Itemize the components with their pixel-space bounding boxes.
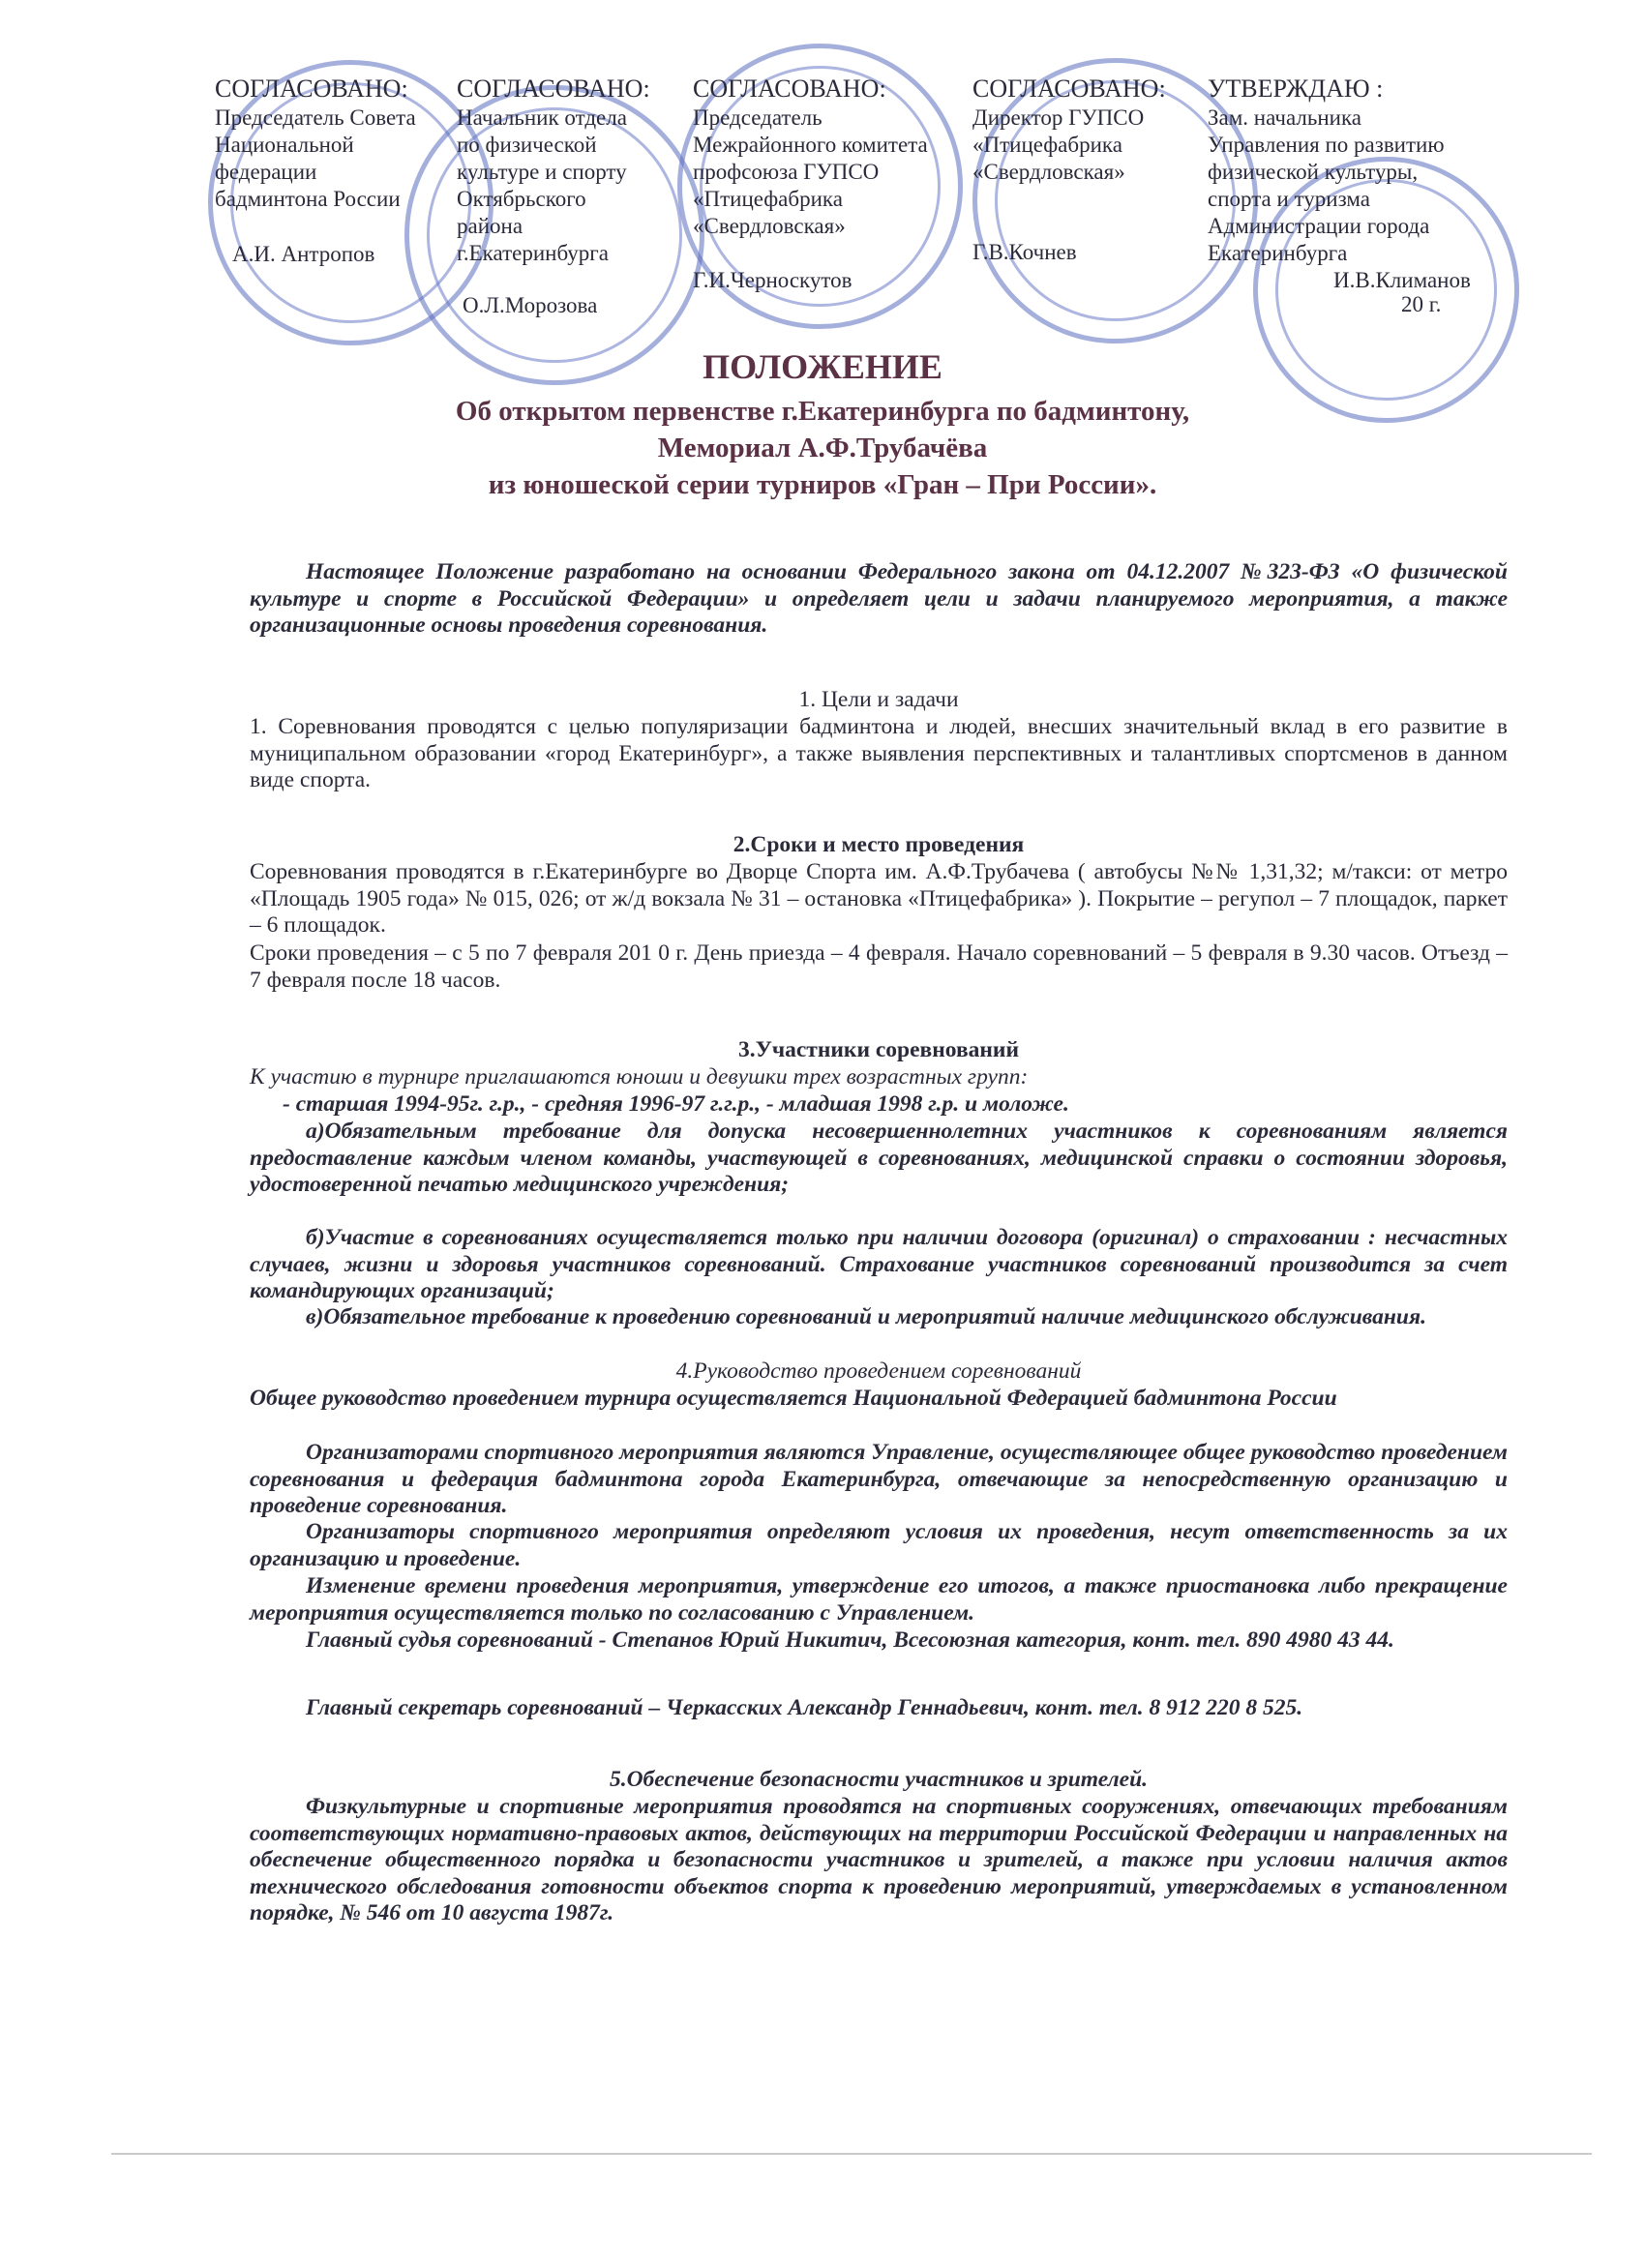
approval-line: Директор ГУПСО: [972, 105, 1145, 130]
approval-line: по физической: [457, 133, 597, 157]
section-4-heading: 4.Руководство проведением соревнований: [675, 1358, 1082, 1384]
approval-line: Председатель Совета: [215, 105, 416, 130]
title-block: [0, 346, 1645, 503]
section-5-heading: 5.Обеспечение безопасности участников и зрителей.: [609, 1767, 1149, 1792]
section-4-general: Общее руководство проведением турнира осуществляется Национальной Федерацией бадминтона России: [250, 1386, 1337, 1411]
approval-signer: И.В.Климанов: [1333, 268, 1471, 292]
approval-title: СОГЛАСОВАНО:: [457, 75, 650, 103]
approval-signer: Г.И.Черноскутов: [693, 268, 852, 292]
section-3-item-b: б)Участие в соревнованиях осуществляется только при наличии договора (оригинал) о страховании : несчастных случаев, жизни и здоровья участников соревнований. Страхование участников соревнований производится за счет командирующих организаций;: [250, 1225, 1508, 1303]
approval-line: Зам. начальника: [1208, 105, 1361, 130]
section-3-heading: 3.Участники соревнований: [737, 1037, 1020, 1062]
approval-line: Председатель: [693, 105, 822, 130]
approval-line: Екатеринбурга: [1208, 241, 1348, 265]
approval-line: профсоюза ГУПСО: [693, 160, 880, 184]
approval-line: Октябрьского: [457, 187, 586, 211]
section-2-dates: Сроки проведения – с 5 по 7 февраля 201 0 г. День приезда – 4 февраля. Начало соревнований – 5 февраля в 9.30 часов. Отъезд –7 февраля после 18 часов.: [250, 940, 1508, 993]
approval-title: УТВЕРЖДАЮ :: [1208, 75, 1384, 103]
approval-line: физической культуры,: [1208, 160, 1419, 184]
section-1-text: 1. Соревнования проводятся с целью популяризации бадминтона и людей, внесших значительный вклад в его развитие в муниципальном образовании «город Екатеринбург», а также выявления перспективных и талантливых спортсменов в данном виде спорта.: [250, 714, 1508, 792]
approval-signer: А.И. Антропов: [232, 242, 375, 266]
section-4-chief-judge: Главный судья соревнований - Степанов Юрий Никитич, Всесоюзная категория, конт. тел. 890 4980 43 44.: [306, 1627, 1394, 1653]
approval-block-4: [972, 75, 1166, 186]
approval-line: «Птицефабрика: [693, 187, 843, 211]
section-4-chief-secretary: Главный секретарь соревнований – Черкасских Александр Геннадьевич, конт. тел. 8 912 220 8 525.: [306, 1695, 1303, 1720]
section-3-age-groups: - старшая 1994-95г. г.р., - средняя 1996-97 г.г.р., - младшая 1998 г.р. и моложе.: [283, 1091, 1069, 1117]
approval-line: района: [457, 214, 523, 238]
approval-line: Национальной: [215, 133, 354, 157]
approval-line: г.Екатеринбурга: [457, 241, 609, 265]
approval-line: бадминтона России: [215, 187, 401, 211]
approval-line: Межрайонного комитета: [693, 133, 928, 157]
approval-line: спорта и туризма: [1208, 187, 1370, 211]
document-subtitle: Об открытом первенстве г.Екатеринбурга по бадминтону,: [455, 396, 1190, 427]
approval-line: Управления по развитию: [1208, 133, 1445, 157]
document-subtitle: из юношеской серии турниров «Гран – При России».: [488, 469, 1157, 500]
intro-paragraph: Настоящее Положение разработано на основании Федерального закона от 04.12.2007 №323-ФЗ «О физической культуре и спорте в Российской Федерации» и определяет цели и задачи планируемого мероприятия, а также организационные основы проведения соревнования.: [250, 559, 1508, 638]
approval-line: Начальник отдела: [457, 105, 627, 130]
approval-line: федерации: [215, 160, 317, 184]
section-4-responsibility: Организаторы спортивного мероприятия определяют условия их проведения, несут ответственность за их организацию и проведение.: [250, 1519, 1508, 1571]
approval-block-3: [693, 75, 928, 240]
section-3-lead: К участию в турнире приглашаются юноши и девушки трех возрастных групп:: [250, 1064, 1029, 1089]
section-2-heading: 2.Сроки и место проведения: [733, 832, 1025, 857]
section-1-heading: 1. Цели и задачи: [798, 687, 959, 712]
approval-signer: Г.В.Кочнев: [972, 240, 1077, 264]
approval-title: СОГЛАСОВАНО:: [215, 75, 408, 103]
approval-title: СОГЛАСОВАНО:: [972, 75, 1166, 103]
page-bottom-divider: [111, 2153, 1592, 2155]
approval-line: культуре и спорту: [457, 160, 627, 184]
section-2-venue: Соревнования проводятся в г.Екатеринбурге во Дворце Спорта им. А.Ф.Трубачева ( автобусы №№ 1,31,32; м/такси: от метро «Площадь 1905 года» № 015, 026; от ж/д вокзала № 31 – остановка «Птицефабрика» ). Покрытие – регупол – 7 площадок, паркет – 6 площадок.: [250, 859, 1508, 938]
section-3-item-a: а)Обязательным требование для допуска несовершеннолетних участников к соревнованиям является предоставление каждым членом команды, участвующей в соревнованиях, медицинской справки о состоянии здоровья, удостоверенной печатью медицинского учреждения;: [250, 1119, 1508, 1197]
approval-line: «Свердловская»: [693, 214, 846, 238]
approval-block-5: [1208, 75, 1445, 267]
approval-line: «Свердловская»: [972, 160, 1125, 184]
section-5-text: Физкультурные и спортивные мероприятия проводятся на спортивных сооружениях, отвечающих требованиям соответствующих нормативно-правовых актов, действующих на территории Российской Федерации и направленных на обеспечение общественного порядка и безопасности участников и зрителей, а также при условии наличия актов технического обследования готовности объектов спорта к проведению мероприятий, утверждаемых в установленном порядке, № 546 от 10 августа 1987г.: [250, 1794, 1508, 1925]
approval-block-1: [215, 75, 416, 213]
approval-line: «Птицефабрика: [972, 133, 1122, 157]
section-3-item-c: в)Обязательное требование к проведению соревнований и мероприятий наличие медицинского обслуживания.: [306, 1304, 1426, 1329]
approval-date: 20 г.: [1401, 292, 1442, 316]
approval-signer: О.Л.Морозова: [463, 293, 598, 317]
approval-block-2: [457, 75, 650, 267]
approval-line: Администрации города: [1208, 214, 1430, 238]
document-subtitle: Мемориал А.Ф.Трубачёва: [657, 433, 988, 463]
section-4-organizers: Организаторами спортивного мероприятия являются Управление, осуществляющее общее руководство проведением соревнования и федерация бадминтона города Екатеринбурга, отвечающие за непосредственную организацию и проведение соревнования.: [250, 1440, 1508, 1518]
section-4-changes: Изменение времени проведения мероприятия, утверждение его итогов, а также приостановка либо прекращение мероприятия осуществляется только по согласованию с Управлением.: [250, 1573, 1508, 1626]
document-title: ПОЛОЖЕНИЕ: [703, 347, 942, 386]
approval-title: СОГЛАСОВАНО:: [693, 75, 886, 103]
